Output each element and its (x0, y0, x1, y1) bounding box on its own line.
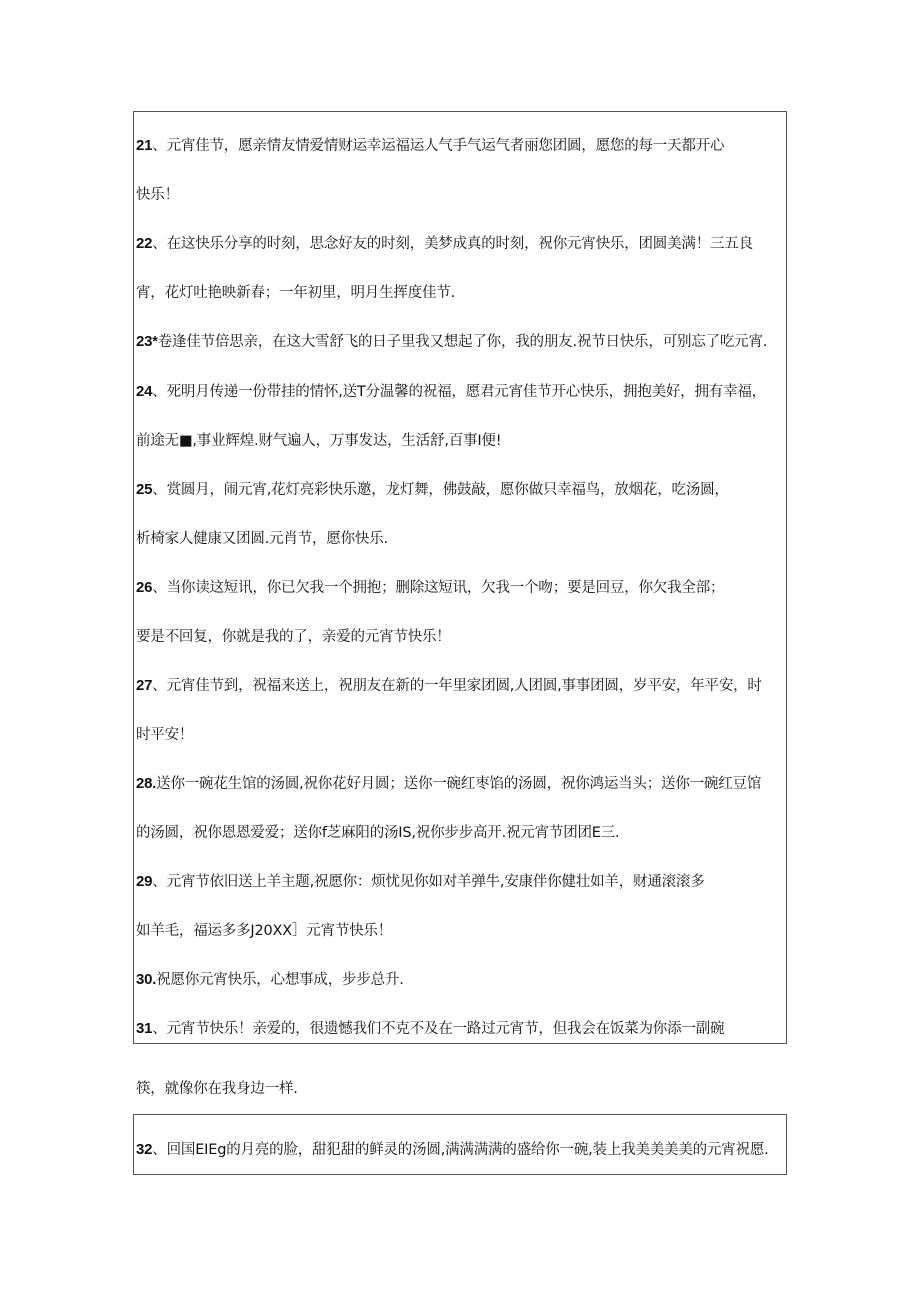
entry-text: 元宵节依旧送上羊主题,祝愿你：烦忧见你如对羊弹牛,安康伴你健壮如羊，财通滚滚多 (166, 874, 705, 890)
entry-number: 25 (136, 481, 153, 498)
entry-number: 29 (136, 873, 153, 890)
entry-text: 赏圆月，闹元宵,花灯亮彩快乐邀，龙灯舞，佛鼓敲，愿你做只幸福鸟，放烟花，吃汤圆， (166, 482, 729, 498)
entry-number: 22 (136, 235, 153, 252)
entry-29-line-2: 如羊毛，福运多多J20XX］元宵节快乐！ (136, 923, 393, 939)
entry-separator: 、 (152, 874, 167, 890)
entry-separator: 、 (152, 580, 167, 596)
entry-separator: 、 (152, 1021, 167, 1037)
entry-text: 死明月传递一份带挂的情怀,送T分温馨的祝福，愿君元宵佳节开心快乐，拥抱美好，拥有幸福， (166, 384, 766, 400)
entry-text: 元宵佳节到，祝福来送上，祝朋友在新的一年里家团圆,人团圆,事事团圆，岁平安，年平安，时 (166, 678, 762, 694)
entry-21-line-1 (136, 137, 724, 155)
entry-separator: . (152, 972, 157, 988)
entry-number: 28 (136, 775, 153, 792)
entry-separator: 、 (152, 384, 167, 400)
entry-31-line-2: 筷，就像你在我身边一样. (136, 1081, 298, 1097)
entry-number: 24 (136, 383, 153, 400)
entry-27-line-1 (136, 677, 762, 695)
entry-29-line-1 (136, 873, 705, 891)
entry-25-line-2: 析椅家人健康又团圆.元肖节，愿你快乐. (136, 531, 388, 547)
entry-text: 当你读这短讯，你已欠我一个拥抱；删除这短讯，欠我一个吻；要是回豆，你欠我全部； (166, 580, 725, 596)
entry-text: 在这快乐分享的时刻，思念好友的时刻，美梦成真的时刻，祝你元宵快乐，团圆美满！三五良 (166, 236, 753, 252)
entry-24-line-2: 前途无■,事业辉煌.财气遍人，万事发达，生活舒,百事I便! (136, 433, 502, 449)
entry-separator: 、 (152, 482, 167, 498)
entry-number: 26 (136, 579, 153, 596)
entry-number: 30 (136, 971, 153, 988)
entry-number: 31 (136, 1020, 153, 1037)
entry-27-line-2: 时平安！ (136, 727, 194, 743)
entry-text: 祝愿你元宵快乐，心想事成，步步总升. (156, 972, 404, 988)
entry-26-line-2: 要是不回复，你就是我的了，亲爱的元宵节快乐！ (136, 629, 451, 645)
entry-30-line-1 (136, 971, 404, 989)
entry-number: 32 (136, 1141, 153, 1158)
entry-22-line-1 (136, 235, 753, 253)
entry-28-line-1 (136, 775, 761, 793)
entry-26-line-1 (136, 579, 724, 597)
entry-28-line-2: 的汤圆，祝你恩恩爱爱；送你f芝麻阳的汤IS,祝你步步高开.祝元宵节团团E三. (136, 825, 620, 841)
entry-21-line-2: 快乐！ (136, 187, 179, 203)
entry-separator: 、 (152, 678, 167, 694)
entry-text: 卷逢佳节倍思亲，在这大雪舒飞的日子里我又想起了你，我的朋友.祝节日快乐，可别忘了吃元宵. (157, 334, 768, 350)
entry-separator: 、 (152, 1142, 167, 1158)
entry-separator: . (152, 776, 157, 792)
entry-text: 元宵节快乐！亲爱的，很遗憾我们不克不及在一路过元宵节，但我会在饭菜为你添一副碗 (166, 1021, 725, 1037)
entry-22-line-2: 宵，花灯吐艳映新春；一年初里，明月生挥度佳节. (136, 285, 456, 301)
entry-23-line-1 (136, 333, 767, 351)
entry-32-line-1 (136, 1141, 769, 1159)
entry-separator: 、 (152, 236, 167, 252)
entry-number: 21 (136, 137, 153, 154)
entry-25-line-1 (136, 481, 729, 499)
entry-separator: * (152, 334, 158, 350)
entry-number: 27 (136, 677, 153, 694)
entry-separator: 、 (152, 138, 167, 154)
entry-number: 23 (136, 333, 153, 350)
entry-31-line-1 (136, 1020, 724, 1038)
entry-text: 回国EIEg的月亮的脸，甜犯甜的鲜灵的汤圆,满满满满的盛给你一碗,装上我美美美美的元宵祝愿. (166, 1142, 769, 1158)
entry-24-line-1 (136, 383, 766, 401)
entry-text: 送你一碗花生馆的汤圆,祝你花好月圆；送你一碗红枣馅的汤圆，祝你鸿运当头；送你一碗红豆馆 (156, 776, 762, 792)
entry-text: 元宵佳节，愿亲情友情爱情财运幸运福运人气手气运气者丽您团圆，愿您的每一天都开心 (166, 138, 725, 154)
